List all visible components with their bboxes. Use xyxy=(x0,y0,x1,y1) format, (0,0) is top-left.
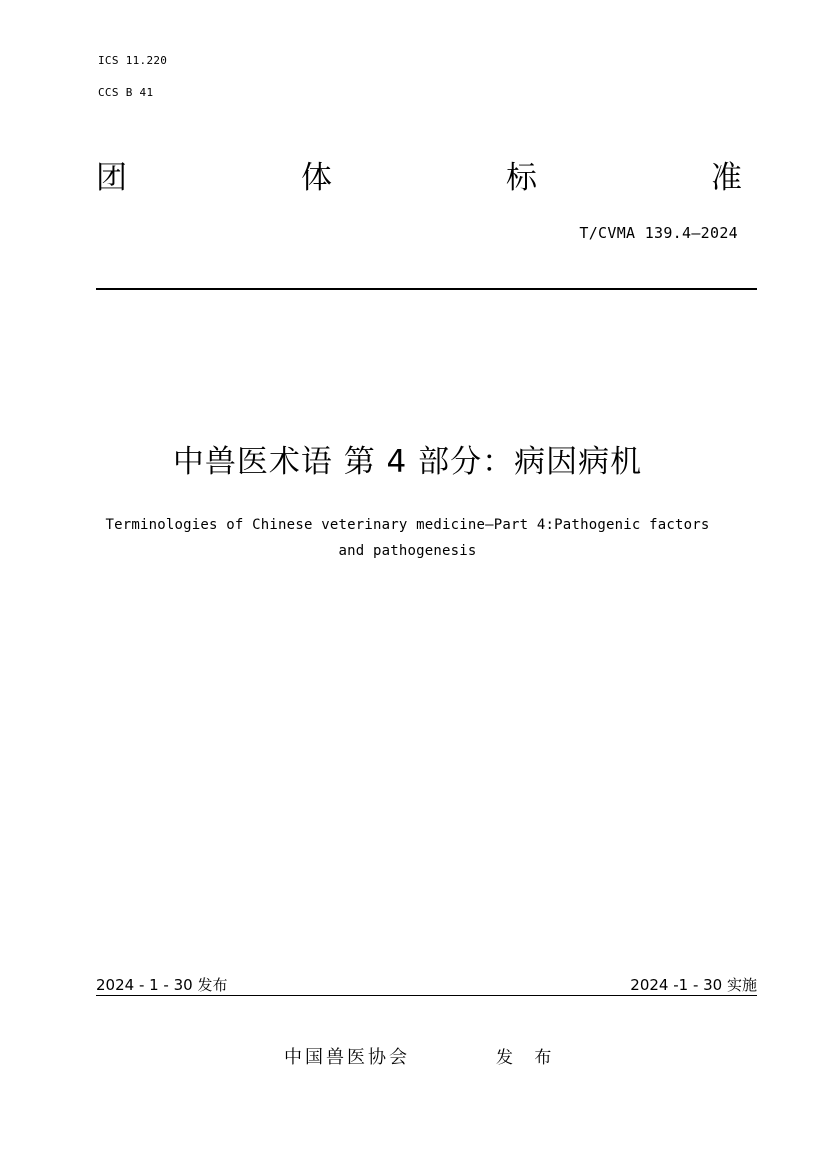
standard-kind-char: 团 xyxy=(96,160,127,196)
date-divider xyxy=(96,995,757,996)
standard-kind-char: 准 xyxy=(711,160,742,196)
publish-label: 发 布 xyxy=(496,1048,560,1068)
ics-code: ICS 11.220 xyxy=(98,54,168,67)
title-english-line: and pathogenesis xyxy=(338,543,477,559)
publisher-name: 中国兽医协会 xyxy=(284,1047,410,1068)
publish-date: 2024 - 1 - 30 发布 xyxy=(96,976,228,994)
standard-number: T/CVMA 139.4—2024 xyxy=(579,224,738,242)
date-row xyxy=(96,974,757,996)
standard-kind-char: 标 xyxy=(506,160,537,196)
document-title-english xyxy=(40,512,775,564)
standard-kind-heading xyxy=(96,158,742,198)
ccs-code: CCS B 41 xyxy=(98,86,154,99)
header-divider xyxy=(96,288,757,290)
standard-kind-char: 体 xyxy=(301,160,332,196)
title-english-line: Terminologies of Chinese veterinary medicine—Part 4:Pathogenic factors xyxy=(105,517,710,533)
document-title-chinese: 中兽医术语 第 4 部分：病因病机 xyxy=(172,444,643,480)
implement-date: 2024 -1 - 30 实施 xyxy=(630,976,757,994)
